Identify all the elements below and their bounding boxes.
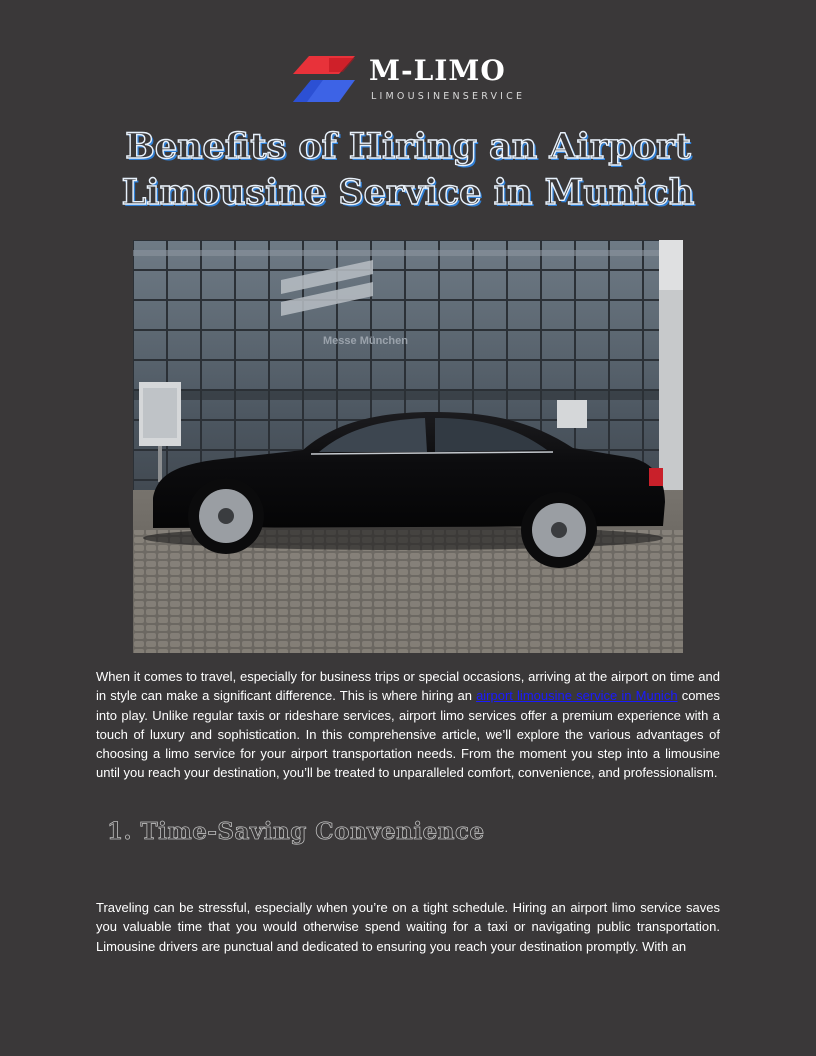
title-line-1: Benefits of Hiring an Airport	[125, 126, 691, 167]
intro-text-after: comes into play. Unlike regular taxis or rideshare services, airport limo services offer a premium experience with a touch of luxury and sophistication. In this comprehensive article, we’ll explore the various advantages of choosing a limo service for your airport transportation needs. From the moment you step into a limousine until you reach your destination, you’ll be treated to unparalleled comfort, convenience, and professionalism.	[96, 688, 720, 781]
section-body: Traveling can be stressful, especially when you’re on a tight schedule. Hiring an airport limo service saves you valuable time that you would otherwise spend waiting for a taxi or navigating public transportation. Limousine drivers are punctual and dedicated to ensuring you reach your destination promptly. With an	[96, 900, 720, 954]
hero-image	[133, 240, 683, 653]
article-title	[0, 124, 816, 216]
brand-logo	[293, 54, 526, 108]
brand-tagline: LIMOUSINENSERVICE	[371, 91, 526, 102]
title-line-2: Limousine Service in Munich	[121, 172, 695, 213]
logo-mark-icon	[293, 56, 357, 104]
limousine-service-link[interactable]: airport limousine service in Munich	[476, 688, 678, 704]
brand-name: M-LIMO	[369, 54, 506, 87]
hero-sign-text: Messe München	[323, 335, 408, 347]
intro-paragraph	[96, 667, 720, 783]
intro-text-before: When it comes to travel, especially for business trips or special occasions, arriving at the airport on time and in style can make a significant difference. This is where hiring an	[96, 669, 720, 704]
section-heading: 1. Time-Saving Convenience	[107, 818, 485, 845]
